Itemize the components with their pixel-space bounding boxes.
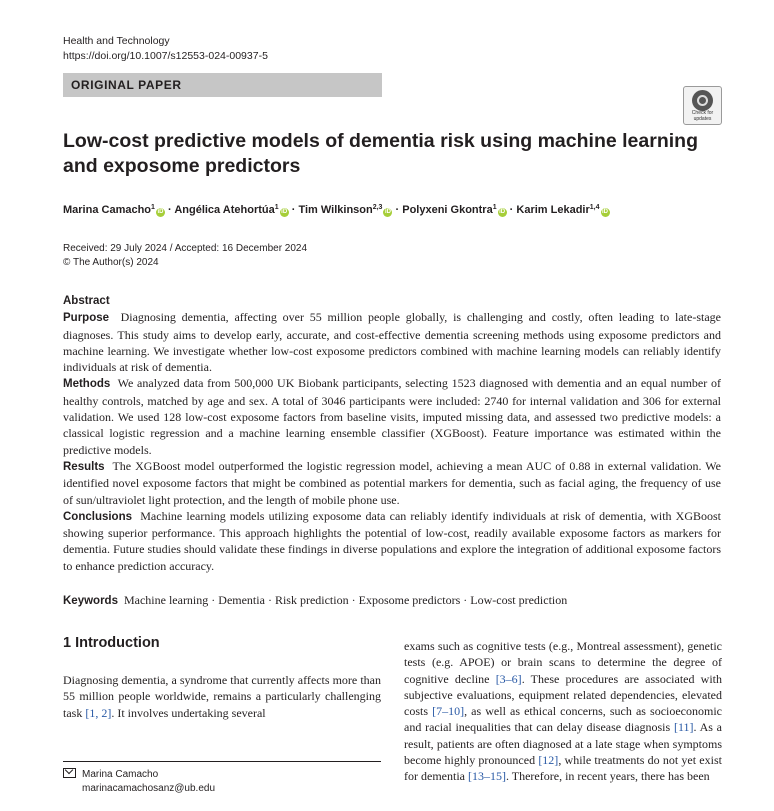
keyword: Low-cost prediction xyxy=(470,593,568,607)
abstract-purpose: Purpose Diagnosing dementia, affecting over 55 million people globally, is challenging and costly, often leading to late-stage diagnoses. This study aims to develop early, accurate, and cost-effective dementia screening methods using exposome predictors and machine learning. We investigate whether low-cost exposome predictors combined with machine learning models can reliably identify individuals at risk of dementia. xyxy=(63,310,721,375)
author[interactable]: Polyxeni Gkontra$^1$iD xyxy=(402,204,506,216)
orcid-icon[interactable]: iD xyxy=(602,209,609,215)
orcid-icon[interactable]: iD xyxy=(384,209,391,215)
corresponding-author: Marina Camacho xyxy=(82,769,159,780)
author[interactable]: Angélica Atehortúa$^1$iD xyxy=(174,204,288,216)
received-accepted: Received: 29 July 2024 / Accepted: 16 December 2024 xyxy=(63,243,308,254)
copyright: © The Author(s) 2024 xyxy=(63,256,159,268)
keywords: Keywords Machine learning · Dementia · Risk prediction · Exposome predictors · Low-cost prediction xyxy=(63,593,568,607)
paper-title: Low-cost predictive models of dementia risk using machine learning and exposome predictors xyxy=(63,130,698,177)
correspondence xyxy=(63,768,215,796)
orcid-icon[interactable]: iD xyxy=(499,209,506,215)
article-type: ORIGINAL PAPER xyxy=(71,78,182,92)
author-list: Marina Camacho$^1$iD · Angélica Atehortúa$^1$iD · Tim Wilkinson$^{2,3}$iD · Polyxeni Gkontra$^1$iD · Karim Lekadir$^{1,4}$iD xyxy=(63,204,609,216)
section-heading-introduction: 1 Introduction xyxy=(63,635,160,651)
body-column-right: exams such as cognitive tests (e.g., Montreal assessment), genetic tests (e.g. APOE) or brain scans to determine the degree of cognitive decline [3–6]. These procedures are associated with subjective evaluations, equipment related dependencies, elevated costs [7–10], as well as ethical concerns, such as socioeconomic and racial inequalities that can delay disease diagnosis [11]. As a result, patients are often diagnosed at a late stage when symptoms become highly pronounced [12], while treatments do not yet exist for dementia [13–15]. Therefore, in recent years, there has been xyxy=(404,639,723,784)
keyword: Risk prediction xyxy=(274,593,349,607)
doi-link[interactable]: https://doi.org/10.1007/s12553-024-00937-5 xyxy=(63,50,268,62)
journal-name: Health and Technology xyxy=(63,35,170,47)
body-column-left: Diagnosing dementia, a syndrome that currently affects more than 55 million people worldwide, remains a particularly challenging task [1, 2]. It involves undertaking several xyxy=(63,673,381,720)
orcid-icon[interactable]: iD xyxy=(157,209,164,215)
citation-link[interactable]: [11] xyxy=(673,720,694,735)
check-updates-line1: Check for xyxy=(691,110,714,116)
journal-header xyxy=(63,34,268,64)
check-for-updates-badge[interactable] xyxy=(683,86,722,125)
keyword: Dementia xyxy=(218,593,265,607)
article-dates xyxy=(63,242,307,269)
check-updates-line2: updates xyxy=(693,115,712,122)
citation-link[interactable]: [7–10] xyxy=(432,704,465,719)
envelope-icon xyxy=(63,768,76,778)
abstract-methods: Methods We analyzed data from 500,000 UK Biobank participants, selecting 1523 diagnosed with dementia and an equal number of healthy controls, matched by age and sex. A total of 3046 participants were included: 2740 for internal validation and 306 for external validation. We used 128 low-cost exposome factors from baseline visits, imputed missing data, and assessed two predictive models: a classical logistic regression and a machine learning ensemble classifier (XGBoost). Feature importance was estimated within the predictive models. xyxy=(63,376,722,457)
footnote-divider xyxy=(63,761,381,762)
author[interactable]: Marina Camacho$^1$iD xyxy=(63,204,164,216)
keywords-label: Keywords xyxy=(63,595,118,607)
citation-link[interactable]: [1, 2] xyxy=(85,705,112,720)
abstract-heading: Abstract xyxy=(63,295,110,307)
author[interactable]: Tim Wilkinson$^{2,3}$iD xyxy=(298,204,391,216)
citation-link[interactable]: [12] xyxy=(538,753,559,768)
abstract-results: Results The XGBoost model outperformed the logistic regression model, achieving a mean AUC of 0.88 in external validation. We identified novel exposome factors that might be combined as potential markers for dementia, such as facial aging, the frequency of use of sun/ultraviolet light protection, and the length of mobile phone use. xyxy=(63,458,721,507)
author[interactable]: Karim Lekadir$^{1,4}$iD xyxy=(516,204,609,216)
keyword: Machine learning xyxy=(123,593,209,607)
keyword: Exposome predictors xyxy=(358,593,461,607)
abstract xyxy=(63,292,721,574)
citation-link[interactable]: [13–15] xyxy=(467,769,506,784)
citation-link[interactable]: [3–6] xyxy=(495,671,522,686)
email-link[interactable]: marinacamachosanz@ub.edu xyxy=(82,783,216,794)
article-type-band xyxy=(63,73,382,97)
update-icon xyxy=(692,90,713,111)
orcid-icon[interactable]: iD xyxy=(281,209,288,215)
abstract-conclusions: Conclusions Machine learning models utilizing exposome data can reliably identify individuals at risk of dementia, with XGBoost showing superior performance. This approach highlights the potential of low-cost, readily available exposome factors as markers for dementia. Future studies should validate these findings in diverse populations and explore the integration of additional exposome factors to enhance prediction accuracy. xyxy=(63,508,721,573)
